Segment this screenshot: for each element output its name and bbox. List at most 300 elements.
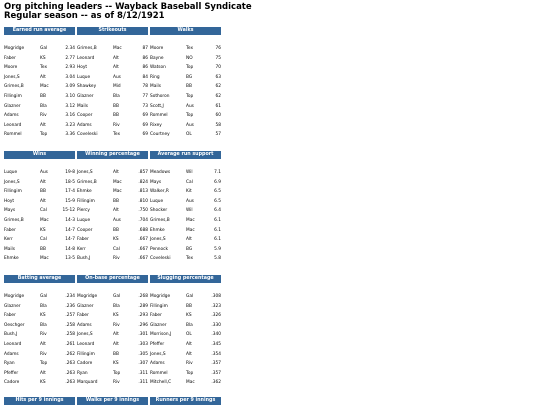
stat-panel-strikeouts <box>77 27 148 140</box>
player-name: Rixey <box>150 122 162 128</box>
team-abbrev: Alt <box>40 341 46 347</box>
leader-row <box>77 369 148 379</box>
leader-row <box>150 340 221 350</box>
stat-panel-header: Slugging percentage <box>150 275 221 283</box>
player-name: Faber <box>4 313 16 319</box>
stat-value: 86 <box>142 55 148 61</box>
stat-value: .301 <box>138 332 148 338</box>
team-abbrev: BB <box>113 103 119 109</box>
leader-row <box>150 216 221 226</box>
leader-row <box>4 102 75 112</box>
leader-row <box>150 111 221 121</box>
stat-panel-header: Batting average <box>4 275 75 283</box>
team-abbrev: Top <box>40 132 48 138</box>
stat-panel-runners-per-9-innings <box>150 397 221 414</box>
stat-value: .307 <box>138 361 148 367</box>
team-abbrev: Riv <box>40 113 47 119</box>
team-abbrev: Tex <box>186 46 194 51</box>
team-abbrev: BG <box>186 74 193 80</box>
stat-value: 58 <box>215 122 221 128</box>
player-name: Fillingim <box>77 351 95 357</box>
stat-value: 61 <box>215 103 221 109</box>
team-abbrev: Riv <box>40 332 47 338</box>
player-name: Faber <box>77 237 89 243</box>
stat-value: 15-12 <box>62 208 75 214</box>
stat-value: .263 <box>65 370 75 376</box>
leader-row <box>4 206 75 216</box>
player-name: Sothoron <box>150 93 170 99</box>
player-name: Coveleski <box>77 132 98 138</box>
stat-value: 57 <box>215 132 221 138</box>
leader-row <box>77 321 148 331</box>
stat-panel-header: Earned run average <box>4 27 75 35</box>
stat-value: 6.5 <box>214 189 221 195</box>
stat-value: .257 <box>65 313 75 319</box>
stat-value: .268 <box>138 294 148 299</box>
stat-panel-winning-percentage <box>77 151 148 264</box>
stat-value: 3.04 <box>65 74 75 80</box>
leader-row <box>150 178 221 188</box>
leader-row <box>77 378 148 388</box>
stat-value: .750 <box>138 208 148 214</box>
leader-row <box>77 254 148 264</box>
stat-value: .345 <box>211 341 221 347</box>
team-abbrev: Bla <box>40 303 47 309</box>
leader-row <box>150 245 221 255</box>
player-name: Faber <box>4 55 16 61</box>
leader-row <box>77 206 148 216</box>
leader-row <box>4 350 75 360</box>
stat-value: .667 <box>138 246 148 252</box>
player-name: Grimes,B <box>4 217 24 223</box>
player-name: Piercy <box>77 208 90 214</box>
player-name: Grimes,B <box>150 217 170 223</box>
stat-value: 69 <box>142 122 148 128</box>
stat-panel-slugging-percentage <box>150 275 221 388</box>
team-abbrev: Riv <box>113 322 120 328</box>
leader-row <box>4 235 75 245</box>
stat-value: 18-5 <box>65 179 75 185</box>
player-name: Rommel <box>150 113 168 119</box>
stat-panel-rows <box>150 168 221 264</box>
player-name: Pfeffer <box>150 341 165 347</box>
stat-value: .323 <box>211 303 221 309</box>
stat-panel-hits-per-9-innings <box>4 397 75 414</box>
team-abbrev: Alt <box>113 65 119 71</box>
stat-value: .824 <box>138 179 148 185</box>
player-name: Mogridge <box>4 46 25 51</box>
leader-row <box>77 168 148 178</box>
player-name: Glazner <box>77 303 94 309</box>
team-abbrev: Aus <box>186 103 194 109</box>
player-name: Leonard <box>4 122 22 128</box>
leader-row <box>150 44 221 54</box>
player-name: Cadore <box>77 361 93 367</box>
stat-value: .704 <box>138 217 148 223</box>
team-abbrev: Alt <box>186 341 192 347</box>
stat-value: 19-8 <box>65 170 75 175</box>
stat-panel-on-base-percentage <box>77 275 148 388</box>
player-name: Leonard <box>77 341 95 347</box>
player-name: Adams <box>4 351 19 357</box>
team-abbrev: KS <box>113 313 119 319</box>
leader-row <box>77 54 148 64</box>
team-abbrev: Bla <box>113 93 120 99</box>
player-name: Leonard <box>4 341 22 347</box>
team-abbrev: Aus <box>186 198 194 204</box>
team-abbrev: BB <box>113 113 119 119</box>
stat-value: .296 <box>138 322 148 328</box>
player-name: Ehmke <box>77 189 92 195</box>
team-abbrev: KS <box>40 227 46 233</box>
player-name: Grimes,B <box>77 179 97 185</box>
stat-value: .303 <box>138 341 148 347</box>
player-name: Bayne <box>150 55 164 61</box>
player-name: Fillingim <box>4 189 22 195</box>
stat-value: .810 <box>138 198 148 204</box>
leader-row <box>4 92 75 102</box>
player-name: Luque <box>77 74 91 80</box>
player-name: Shawkey <box>77 84 97 90</box>
leader-row <box>77 292 148 302</box>
stat-value: 2.93 <box>65 65 75 71</box>
player-name: Mitchell,C <box>150 380 172 386</box>
player-name: Courtney <box>150 132 170 138</box>
page-title <box>4 3 252 21</box>
leader-row <box>150 63 221 73</box>
stat-value: 14-8 <box>65 246 75 252</box>
player-name: Jones,S <box>150 237 166 243</box>
player-name: Hoyt <box>77 65 88 71</box>
player-name: Ryan <box>77 370 88 376</box>
team-abbrev: Cal <box>40 208 47 214</box>
player-name: Glazner <box>77 93 94 99</box>
stat-value: 6.4 <box>214 208 221 214</box>
player-name: Jones,S <box>4 74 20 80</box>
stat-value: .263 <box>65 380 75 386</box>
team-abbrev: BB <box>113 227 119 233</box>
leader-row <box>150 226 221 236</box>
stat-value: 62 <box>215 93 221 99</box>
team-abbrev: Wil <box>186 208 193 214</box>
team-abbrev: Alt <box>40 370 46 376</box>
team-abbrev: Bla <box>40 103 47 109</box>
leader-row <box>150 73 221 83</box>
player-name: Grimes,B <box>4 84 24 90</box>
leader-row <box>4 340 75 350</box>
team-abbrev: Alt <box>113 170 119 175</box>
leader-row <box>77 63 148 73</box>
stat-value: .258 <box>65 332 75 338</box>
leader-row <box>77 44 148 54</box>
player-name: Mails <box>4 246 15 252</box>
player-name: Shocker <box>150 208 168 214</box>
player-name: Glazner <box>4 303 21 309</box>
player-name: Adams <box>77 122 92 128</box>
team-abbrev: Mac <box>186 227 195 233</box>
team-abbrev: BB <box>186 84 192 90</box>
stat-value: 6.1 <box>214 217 221 223</box>
leader-row <box>4 187 75 197</box>
leader-row <box>77 92 148 102</box>
leader-row <box>4 121 75 131</box>
leader-row <box>77 235 148 245</box>
leader-row <box>150 350 221 360</box>
player-name: Luque <box>77 217 91 223</box>
player-name: Adams <box>150 361 165 367</box>
team-abbrev: Riv <box>113 256 120 262</box>
team-abbrev: Tex <box>186 256 194 262</box>
team-abbrev: Riv <box>186 361 193 367</box>
leader-row <box>77 130 148 140</box>
stat-value: .308 <box>211 294 221 299</box>
stat-value: 76 <box>215 46 221 51</box>
team-abbrev: Alt <box>113 208 119 214</box>
team-abbrev: Mac <box>40 256 49 262</box>
leader-row <box>4 369 75 379</box>
team-abbrev: Mac <box>40 217 49 223</box>
team-abbrev: Top <box>186 370 194 376</box>
player-name: Bush,J <box>4 332 18 338</box>
stat-value: 73 <box>142 103 148 109</box>
stat-value: 14-7 <box>65 237 75 243</box>
team-abbrev: NO <box>186 55 193 61</box>
team-abbrev: Riv <box>113 380 120 386</box>
leader-row <box>150 302 221 312</box>
team-abbrev: KS <box>40 380 46 386</box>
stat-value: .289 <box>138 303 148 309</box>
team-abbrev: Alt <box>40 179 46 185</box>
stat-value: .326 <box>211 313 221 319</box>
team-abbrev: Aus <box>40 170 48 175</box>
stat-value: 63 <box>215 74 221 80</box>
leader-row <box>4 73 75 83</box>
stat-value: 5.8 <box>214 256 221 262</box>
stat-value: 14-7 <box>65 227 75 233</box>
leader-row <box>77 111 148 121</box>
team-abbrev: Aus <box>186 122 194 128</box>
stat-value: .813 <box>138 189 148 195</box>
player-name: Mails <box>77 103 88 109</box>
stat-value: 6.5 <box>214 198 221 204</box>
stat-value: .362 <box>211 380 221 386</box>
team-abbrev: BG <box>186 246 193 252</box>
player-name: Walker,R <box>150 189 169 195</box>
team-abbrev: Cal <box>113 246 120 252</box>
team-abbrev: Tex <box>113 132 121 138</box>
player-name: Cooper <box>77 227 93 233</box>
leader-row <box>4 130 75 140</box>
stat-value: 6.1 <box>214 227 221 233</box>
player-name: Scott,J <box>150 103 164 109</box>
stat-value: .293 <box>138 313 148 319</box>
stat-value: 13-5 <box>65 256 75 262</box>
leader-row <box>150 168 221 178</box>
leader-row <box>4 302 75 312</box>
player-name: Faber <box>4 227 16 233</box>
leader-row <box>150 235 221 245</box>
leader-row <box>150 292 221 302</box>
leader-row <box>150 130 221 140</box>
leader-row <box>77 216 148 226</box>
team-abbrev: Top <box>40 361 48 367</box>
team-abbrev: BB <box>40 93 46 99</box>
stat-panel-rows <box>77 168 148 264</box>
team-abbrev: BB <box>186 303 192 309</box>
player-name: Jones,S <box>150 351 166 357</box>
stat-value: .234 <box>65 294 75 299</box>
leader-row <box>4 216 75 226</box>
leader-row <box>150 187 221 197</box>
team-abbrev: Mac <box>186 380 195 386</box>
player-name: Faber <box>150 313 162 319</box>
player-name: Luque <box>150 198 164 204</box>
leader-row <box>150 82 221 92</box>
player-name: Kerr <box>4 237 13 243</box>
player-name: Fillingim <box>77 198 95 204</box>
stat-panel-rows <box>77 292 148 388</box>
team-abbrev: Wil <box>186 170 193 175</box>
team-abbrev: OL <box>186 132 192 138</box>
leader-row <box>4 197 75 207</box>
team-abbrev: KS <box>113 361 119 367</box>
leader-row <box>4 359 75 369</box>
stat-panel-rows <box>4 44 75 140</box>
stat-value: .857 <box>138 170 148 175</box>
player-name: Ryan <box>4 361 15 367</box>
player-name: Faber <box>77 313 89 319</box>
stat-value: 2.77 <box>65 55 75 61</box>
team-abbrev: Mac <box>113 179 122 185</box>
stat-value: .354 <box>211 351 221 357</box>
team-abbrev: Alt <box>113 341 119 347</box>
player-name: Moore <box>150 46 164 51</box>
leader-row <box>77 311 148 321</box>
stat-value: .688 <box>138 227 148 233</box>
leader-row <box>4 226 75 236</box>
player-name: Jones,S <box>77 170 93 175</box>
team-abbrev: Kit <box>186 189 192 195</box>
stat-value: 75 <box>215 55 221 61</box>
leader-row <box>4 82 75 92</box>
stat-panel-header: Winning percentage <box>77 151 148 159</box>
leader-row <box>4 245 75 255</box>
stat-value: .330 <box>211 322 221 328</box>
stat-panel-wins <box>4 151 75 264</box>
stat-panel-header: On-base percentage <box>77 275 148 283</box>
stat-value: .258 <box>65 322 75 328</box>
stat-panel-rows <box>150 292 221 388</box>
stat-panel-rows <box>4 168 75 264</box>
stat-value: .261 <box>65 341 75 347</box>
player-name: Hoyt <box>4 198 15 204</box>
stat-value: 86 <box>142 65 148 71</box>
team-abbrev: Alt <box>113 332 119 338</box>
team-abbrev: Tex <box>40 65 48 71</box>
player-name: Ring <box>150 74 160 80</box>
player-name: Bush,J <box>77 256 91 262</box>
player-name: Leonard <box>77 55 95 61</box>
team-abbrev: BB <box>40 246 46 252</box>
stat-value: 87 <box>142 46 148 51</box>
player-name: Adams <box>4 113 19 119</box>
leader-row <box>77 121 148 131</box>
team-abbrev: Top <box>113 370 121 376</box>
stat-panel-walks <box>150 27 221 140</box>
stat-value: .311 <box>138 370 148 376</box>
stat-value: 6.9 <box>214 179 221 185</box>
stat-value: .311 <box>138 380 148 386</box>
team-abbrev: Top <box>186 93 194 99</box>
team-abbrev: KS <box>40 313 46 319</box>
stat-value: 78 <box>142 84 148 90</box>
team-abbrev: Alt <box>186 237 192 243</box>
team-abbrev: Mac <box>186 217 195 223</box>
page-title-line-1: Org pitching leaders -- Wayback Baseball Syndicate <box>4 2 252 12</box>
team-abbrev: Gal <box>186 294 194 299</box>
team-abbrev: Mac <box>40 84 49 90</box>
player-name: Mogridge <box>150 294 171 299</box>
player-name: Rommel <box>4 132 22 138</box>
player-name: Mays <box>150 179 162 185</box>
stat-panel-rows <box>77 44 148 140</box>
team-abbrev: KS <box>113 237 119 243</box>
team-abbrev: Gal <box>40 46 48 51</box>
team-abbrev: BB <box>40 189 46 195</box>
leader-row <box>150 92 221 102</box>
stat-value: 3.16 <box>65 113 75 119</box>
team-abbrev: Gal <box>40 294 48 299</box>
player-name: Cooper <box>77 113 93 119</box>
player-name: Coveleski <box>150 256 171 262</box>
player-name: Moore <box>4 65 18 71</box>
leader-row <box>150 369 221 379</box>
stat-panel-batting-average <box>4 275 75 388</box>
team-abbrev: Bla <box>113 303 120 309</box>
stat-value: 17-4 <box>65 189 75 195</box>
leader-row <box>77 178 148 188</box>
leader-row <box>4 44 75 54</box>
leader-row <box>150 311 221 321</box>
team-abbrev: OL <box>186 332 192 338</box>
team-abbrev: Aus <box>113 217 121 223</box>
player-name: Jones,S <box>77 332 93 338</box>
player-name: Marquard <box>77 380 98 386</box>
team-abbrev: Alt <box>186 351 192 357</box>
leader-row <box>150 330 221 340</box>
player-name: Adams <box>77 322 92 328</box>
stat-value: 3.36 <box>65 132 75 138</box>
leader-row <box>150 54 221 64</box>
leader-row <box>150 206 221 216</box>
player-name: Luque <box>4 170 18 175</box>
page-title-line-2: Regular season -- as of 8/12/1921 <box>4 11 165 21</box>
stat-value: .236 <box>65 303 75 309</box>
stat-panel-rows <box>150 44 221 140</box>
leader-row <box>77 302 148 312</box>
player-name: Kerr <box>77 246 86 252</box>
leader-row <box>77 350 148 360</box>
team-abbrev: Aus <box>113 74 121 80</box>
leader-row <box>150 254 221 264</box>
player-name: Rommel <box>150 370 168 376</box>
leader-row <box>4 54 75 64</box>
leader-row <box>77 102 148 112</box>
stat-value: 70 <box>215 65 221 71</box>
leader-row <box>4 254 75 264</box>
stat-value: 3.10 <box>65 93 75 99</box>
leader-row <box>150 378 221 388</box>
